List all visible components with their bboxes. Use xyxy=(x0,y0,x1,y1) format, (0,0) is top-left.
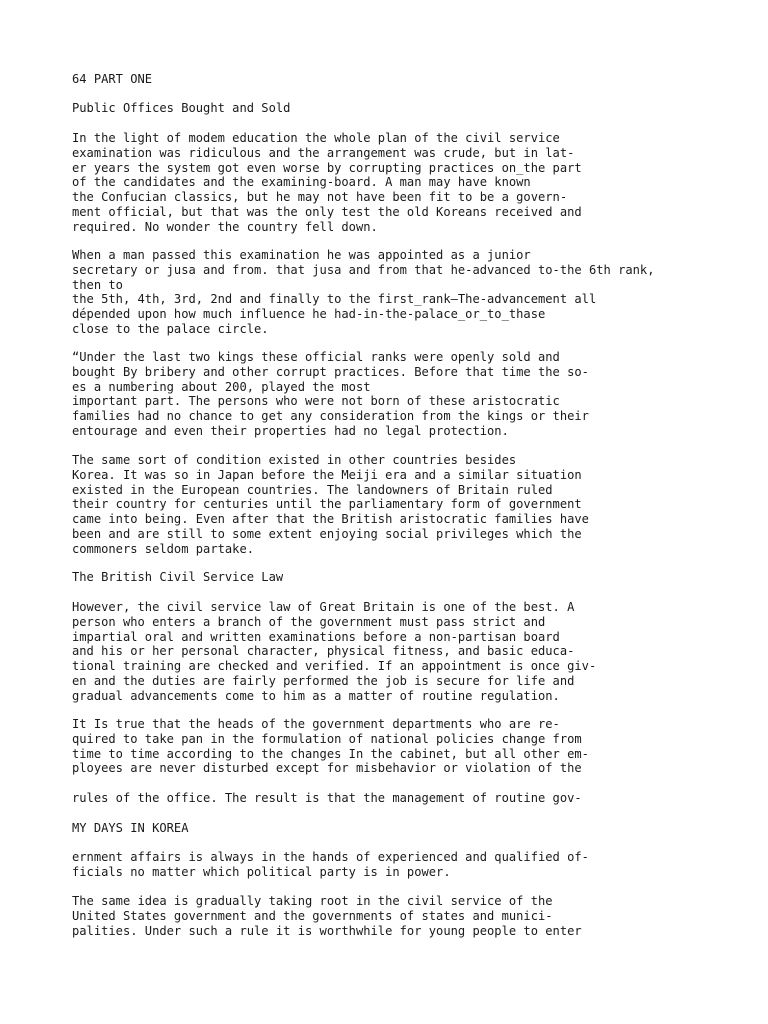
section-heading-british-civil-service: The British Civil Service Law xyxy=(72,570,284,584)
paragraph-5: However, the civil service law of Great Britain is one of the best. A person who enters a branch of the government must pass strict and impartial oral and written examinations before a non-partisan board and his or her personal character, physical fitness, and basic educa- tional training are checked and verified. If an appointment is once giv- en and the duties are fairly performed the job is secure for life and gradual advancements come to him as a matter of routine regulation. xyxy=(72,600,597,703)
paragraph-3: “Under the last two kings these official ranks were openly sold and bought By bribery and other corrupt practices. Before that time the so- es a numbering about 200, played the most important part. The persons who were not born of these aristocratic families had no chance to get any consideration from the kings or their entourage and even their properties had no legal protection. xyxy=(72,350,589,438)
paragraph-8: ernment affairs is always in the hands of experienced and qualified of- ficials no matter which political party is in power. xyxy=(72,850,589,879)
paragraph-1: In the light of modem education the whole plan of the civil service examination was ridiculous and the arrangement was crude, but in lat- er years the system got even worse by corrupting practices on_the part of the candidates and the examining-board. A man may have known the Confucian classics, but he may not have been fit to be a govern- ment official, but that was the only test the old Koreans received and required. No wonder the country fell down. xyxy=(72,131,582,234)
running-footer: MY DAYS IN KOREA xyxy=(72,821,189,835)
paragraph-4: The same sort of condition existed in other countries besides Korea. It was so in Japan before the Meiji era and a similar situation existed in the European countries. The landowners of Britain ruled their country for centuries until the parliamentary form of government came into being. Even after that the British aristocratic families have been and are still to some extent enjoying social privileges which the commoners seldom partake. xyxy=(72,453,589,556)
paragraph-2: When a man passed this examination he was appointed as a junior secretary or jusa and from. that jusa and from that he-advanced to-the 6th rank, then to the 5th, 4th, 3rd, 2nd and finally to the first_rank—The-advancement all dépended upon how much influence he had-in-the-palace_or_to_thase close to the palace circle. xyxy=(72,248,655,336)
paragraph-9: The same idea is gradually taking root in the civil service of the United States government and the governments of states and munici- palities. Under such a rule it is worthwhile for young people to enter xyxy=(72,894,582,938)
paragraph-7: rules of the office. The result is that the management of routine gov- xyxy=(72,791,582,805)
running-header: 64 PART ONE xyxy=(72,72,153,86)
paragraph-6: It Is true that the heads of the government departments who are re- quired to take pan in the formulation of national policies change from time to time according to the changes In the cabinet, but all other em- ployees are never disturbed except for misbehavior or violation of the xyxy=(72,717,589,776)
section-heading-public-offices: Public Offices Bought and Sold xyxy=(72,101,291,115)
